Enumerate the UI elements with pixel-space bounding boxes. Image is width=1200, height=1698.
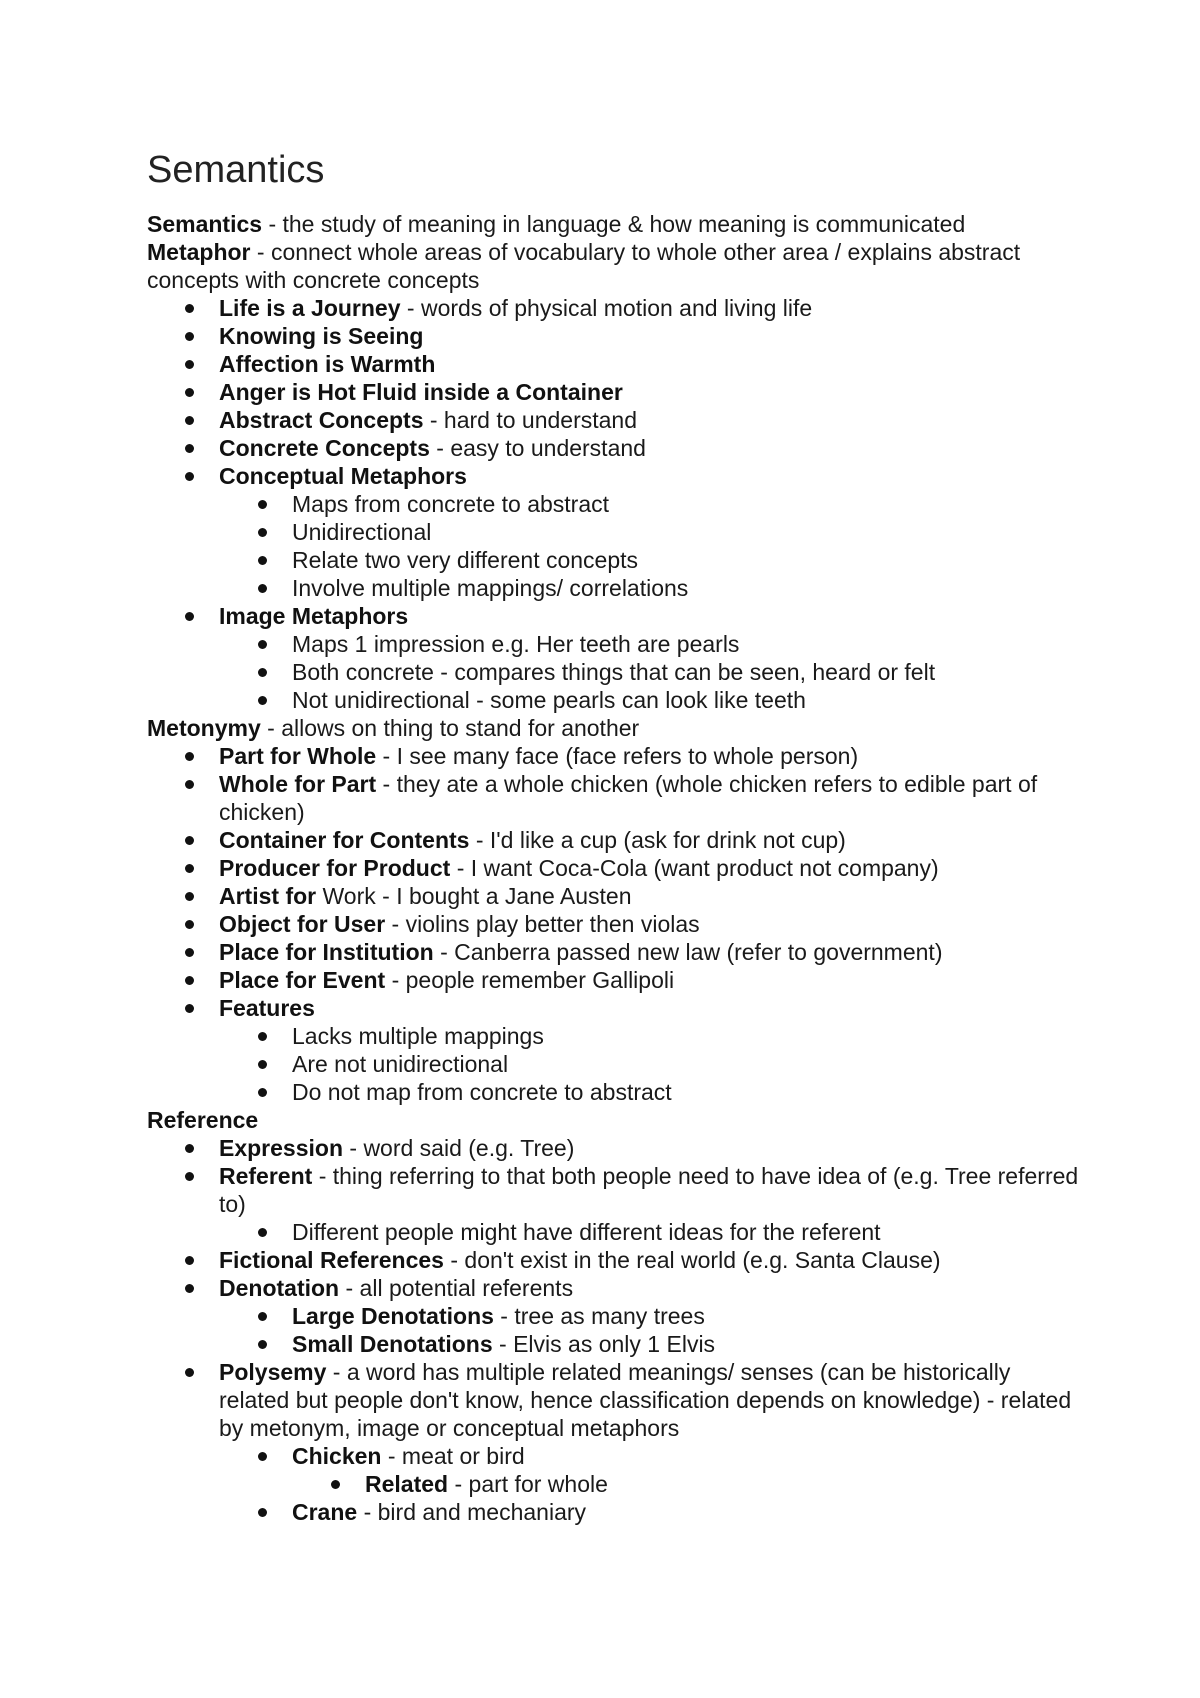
metonymy-definition	[147, 714, 1087, 742]
item-text: - part for whole	[448, 1471, 608, 1497]
term: Place for Institution	[219, 939, 434, 965]
bullet-icon	[258, 696, 267, 705]
list-item	[147, 1246, 1087, 1274]
term: Part for Whole	[219, 743, 377, 769]
bullet-icon	[258, 668, 267, 677]
item-text: - violins play better then violas	[385, 911, 700, 937]
bullet-icon	[185, 612, 194, 621]
sub-list-item	[147, 1050, 1087, 1078]
term: Chicken	[292, 1443, 382, 1469]
sub-list-item	[147, 1302, 1087, 1330]
term: Affection is Warmth	[219, 351, 436, 377]
bullet-icon	[185, 416, 194, 425]
bullet-icon	[185, 1172, 194, 1181]
definition-text: - the study of meaning in language & how meaning is communicated	[262, 211, 966, 237]
bullet-icon	[185, 1004, 194, 1013]
bullet-icon	[258, 556, 267, 565]
item-text: Relate two very different concepts	[292, 547, 639, 573]
list-item	[147, 994, 1087, 1022]
term: Metonymy	[147, 715, 261, 741]
bullet-icon	[258, 1088, 267, 1097]
item-text: Lacks multiple mappings	[292, 1023, 544, 1049]
term: Anger is Hot Fluid inside a Container	[219, 379, 623, 405]
item-text: - meat or bird	[381, 1443, 525, 1469]
item-text: Different people might have different ideas for the referent	[292, 1219, 881, 1245]
sub-list-item	[147, 546, 1087, 574]
page-title: Semantics	[147, 149, 325, 191]
list-item	[147, 742, 1087, 770]
bullet-icon	[258, 1452, 267, 1461]
term: Small Denotations	[292, 1331, 493, 1357]
item-text: Maps 1 impression e.g. Her teeth are pearls	[292, 631, 740, 657]
list-item	[147, 602, 1087, 630]
document-page	[147, 148, 1087, 1526]
sub-list-item	[147, 1022, 1087, 1050]
definition-text: - allows on thing to stand for another	[260, 715, 640, 741]
sub-list-item	[147, 658, 1087, 686]
bullet-icon	[185, 864, 194, 873]
item-text: - I see many face (face refers to whole person)	[376, 743, 859, 769]
term: Denotation	[219, 1275, 340, 1301]
term: Object for User	[219, 911, 386, 937]
sub-list-item	[147, 1218, 1087, 1246]
sub-list-item	[147, 574, 1087, 602]
term: Related	[365, 1471, 449, 1497]
list-item	[147, 294, 1087, 322]
item-text: - thing referring to that both people need to have idea of (e.g. Tree referred to)	[219, 1163, 1079, 1217]
list-item	[147, 938, 1087, 966]
list-item	[147, 406, 1087, 434]
list-item	[147, 770, 1087, 826]
item-text: - Elvis as only 1 Elvis	[492, 1331, 716, 1357]
term: Semantics	[147, 211, 263, 237]
reference-heading	[147, 1106, 1087, 1134]
list-item	[147, 434, 1087, 462]
term: Conceptual Metaphors	[219, 463, 467, 489]
list-item	[147, 826, 1087, 854]
bullet-icon	[185, 444, 194, 453]
bullet-icon	[185, 948, 194, 957]
item-text: - people remember Gallipoli	[385, 967, 675, 993]
term: Container for Contents	[219, 827, 470, 853]
list-item	[147, 350, 1087, 378]
definition-text: - connect whole areas of vocabulary to whole other area / explains abstract concepts with concrete concepts	[147, 239, 1021, 293]
item-text: - words of physical motion and living life	[400, 295, 813, 321]
item-text: - they ate a whole chicken (whole chicken refers to edible part of chicken)	[219, 771, 1038, 825]
bullet-icon	[258, 1312, 267, 1321]
term: Place for Event	[219, 967, 386, 993]
list-item	[147, 1162, 1087, 1218]
bullet-icon	[185, 332, 194, 341]
item-text: Involve multiple mappings/ correlations	[292, 575, 689, 601]
list-item	[147, 1358, 1087, 1442]
term: Whole for Part	[219, 771, 377, 797]
term: Image Metaphors	[219, 603, 409, 629]
bullet-icon	[185, 780, 194, 789]
list-item	[147, 854, 1087, 882]
list-item	[147, 378, 1087, 406]
term: Large Denotations	[292, 1303, 494, 1329]
bullet-icon	[185, 1368, 194, 1377]
sub-list-item	[147, 1498, 1087, 1526]
term: Reference	[147, 1107, 259, 1133]
item-text: - I want Coca-Cola (want product not company)	[450, 855, 939, 881]
bullet-icon	[258, 584, 267, 593]
list-item	[147, 462, 1087, 490]
term: Concrete Concepts	[219, 435, 430, 461]
bullet-icon	[185, 472, 194, 481]
semantics-definition	[147, 210, 1087, 238]
bullet-icon	[185, 836, 194, 845]
item-text: Are not unidirectional	[292, 1051, 509, 1077]
bullet-icon	[258, 1228, 267, 1237]
item-text: - don't exist in the real world (e.g. Santa Clause)	[443, 1247, 941, 1273]
term: Producer for Product	[219, 855, 451, 881]
item-text: - I'd like a cup (ask for drink not cup)	[469, 827, 846, 853]
bullet-icon	[185, 360, 194, 369]
item-text: - all potential referents	[339, 1275, 574, 1301]
list-item	[147, 966, 1087, 994]
bullet-icon	[185, 1284, 194, 1293]
term: Referent	[219, 1163, 313, 1189]
item-text: Do not map from concrete to abstract	[292, 1079, 672, 1105]
item-text: Maps from concrete to abstract	[292, 491, 610, 517]
term: Polysemy	[219, 1359, 327, 1385]
item-text: - easy to understand	[429, 435, 646, 461]
bullet-icon	[258, 640, 267, 649]
list-item	[147, 1134, 1087, 1162]
item-text: - Canberra passed new law (refer to government)	[433, 939, 943, 965]
item-text: Not unidirectional - some pearls can look like teeth	[292, 687, 806, 713]
bullet-icon	[258, 500, 267, 509]
item-text: Work - I bought a Jane Austen	[316, 883, 632, 909]
list-item	[147, 882, 1087, 910]
bullet-icon	[185, 1256, 194, 1265]
item-text: - tree as many trees	[493, 1303, 705, 1329]
item-text: - bird and mechaniary	[357, 1499, 587, 1525]
term: Fictional References	[219, 1247, 444, 1273]
term: Abstract Concepts	[219, 407, 424, 433]
term: Expression	[219, 1135, 343, 1161]
list-item	[147, 322, 1087, 350]
bullet-icon	[185, 920, 194, 929]
item-text: - hard to understand	[423, 407, 638, 433]
list-item	[147, 1274, 1087, 1302]
sub-list-item	[147, 1330, 1087, 1358]
bullet-icon	[185, 304, 194, 313]
sub-sub-list-item	[147, 1470, 1087, 1498]
sub-list-item	[147, 1442, 1087, 1470]
bullet-icon	[258, 1032, 267, 1041]
term: Crane	[292, 1499, 358, 1525]
term: Metaphor	[147, 239, 251, 265]
sub-list-item	[147, 518, 1087, 546]
sub-list-item	[147, 490, 1087, 518]
bullet-icon	[331, 1480, 340, 1489]
bullet-icon	[185, 892, 194, 901]
bullet-icon	[185, 976, 194, 985]
sub-list-item	[147, 630, 1087, 658]
sub-list-item	[147, 1078, 1087, 1106]
item-text: - word said (e.g. Tree)	[343, 1135, 575, 1161]
list-item	[147, 910, 1087, 938]
term: Life is a Journey	[219, 295, 401, 321]
term: Artist for	[219, 883, 317, 909]
bullet-icon	[258, 528, 267, 537]
bullet-icon	[185, 388, 194, 397]
bullet-icon	[258, 1060, 267, 1069]
term: Features	[219, 995, 315, 1021]
bullet-icon	[258, 1340, 267, 1349]
item-text: Unidirectional	[292, 519, 432, 545]
bullet-icon	[185, 752, 194, 761]
bullet-icon	[185, 1144, 194, 1153]
term: Knowing is Seeing	[219, 323, 424, 349]
bullet-icon	[258, 1508, 267, 1517]
sub-list-item	[147, 686, 1087, 714]
item-text: Both concrete - compares things that can be seen, heard or felt	[292, 659, 936, 685]
metaphor-definition	[147, 238, 1087, 294]
item-text: - a word has multiple related meanings/ senses (can be historically related but people don't know, hence classification depends on knowledge) - related by metonym, image or conceptual metaphors	[219, 1359, 1072, 1441]
